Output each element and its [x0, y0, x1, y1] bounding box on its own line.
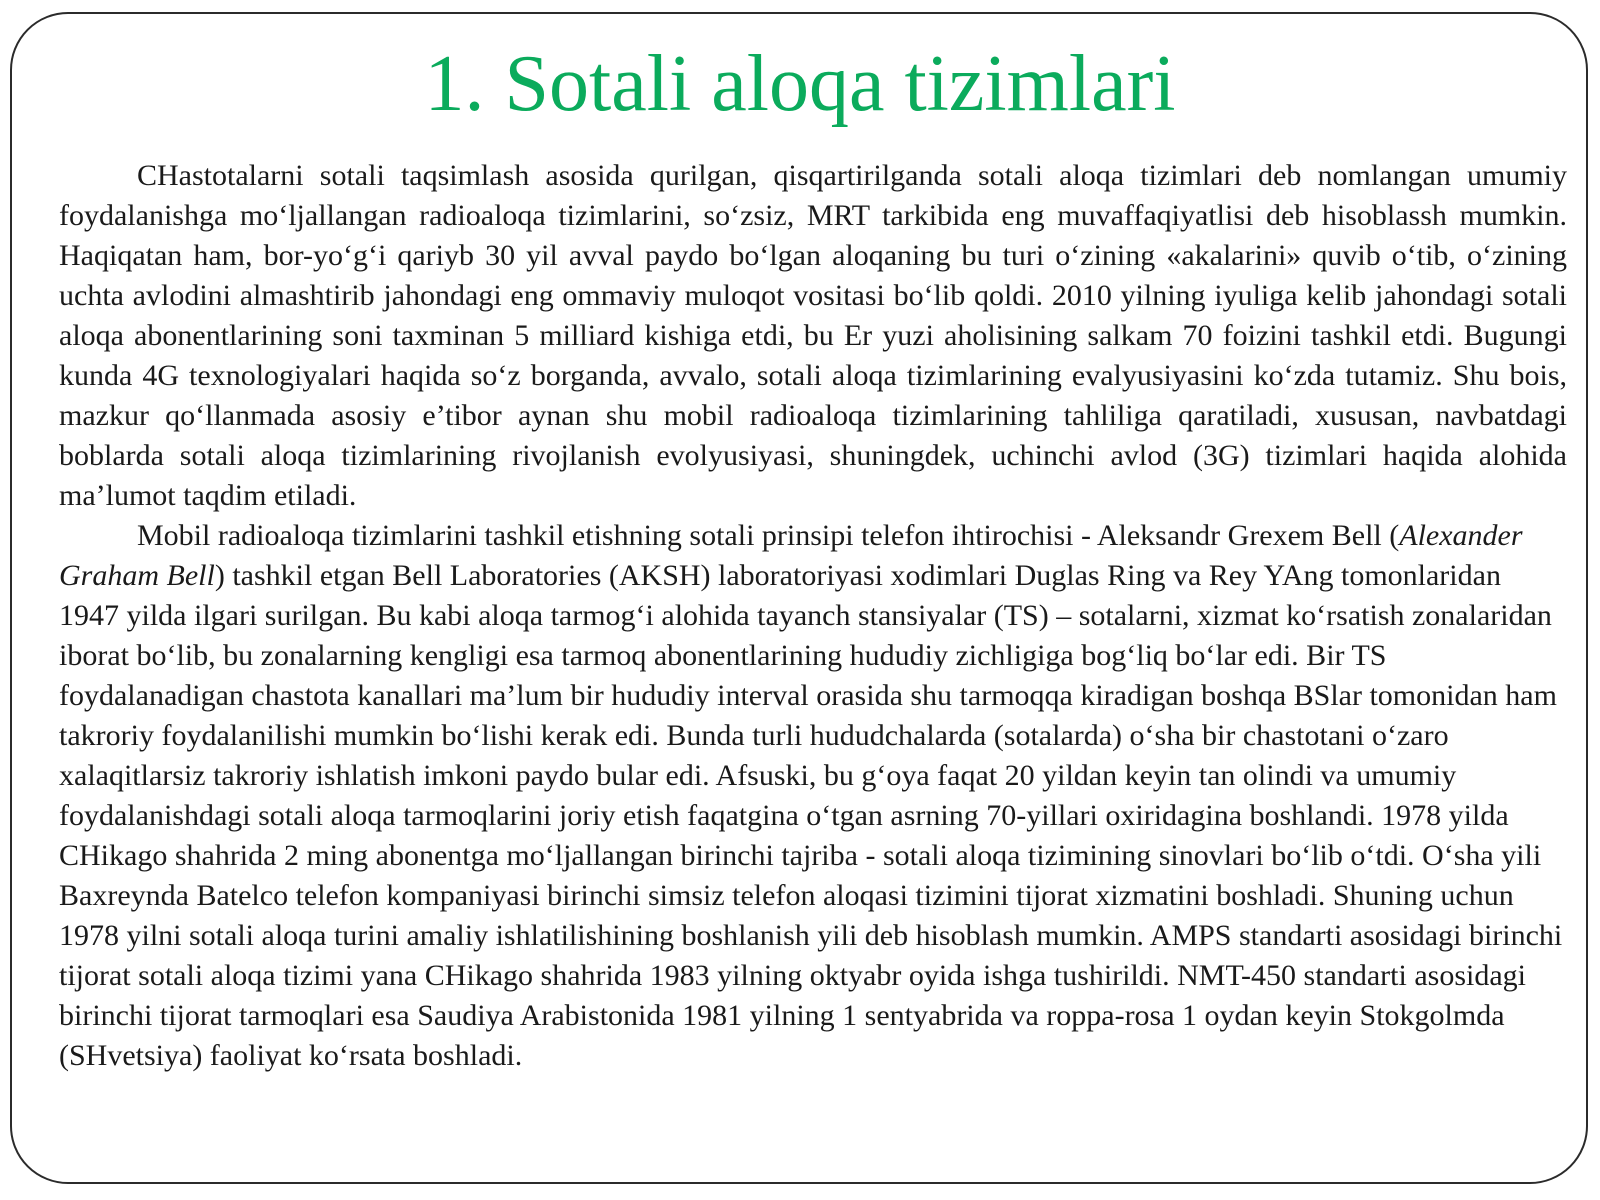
paragraph-history-name-italic: Alexander Graham Bell: [59, 519, 1523, 592]
paragraph-history: [59, 516, 1567, 1076]
paragraph-intro: CHastotalarni sotali taqsimlash asosida qurilgan, qisqartirilganda sotali aloqa tizimlari deb nomlangan umumiy foydalanishga mo‘ljallangan radioaloqa tizimlarini, so‘zsiz, MRT tarkibida eng muvaffaqiyatlisi deb hisoblassh mumkin. Haqiqatan ham, bor-yo‘g‘i qariyb 30 yil avval paydo bo‘lgan aloqaning bu turi o‘zining «akalarini» quvib o‘tib, o‘zining uchta avlodini almashtirib jahondagi eng ommaviy muloqot vositasi bo‘lib qoldi. 2010 yilning iyuliga kelib jahondagi sotali aloqa abonentlarining soni taxminan 5 milliard kishiga etdi, bu Er yuzi aholisining salkam 70 foizini tashkil etdi. Bugungi kunda 4G texnologiyalari haqida so‘z borganda, avvalo, sotali aloqa tizimlarining evalyusiyasini ko‘zda tutamiz. Shu bois, mazkur qo‘llanmada asosiy e’tibor aynan shu mobil radioaloqa tizimlarining tahliliga qaratiladi, xususan, navbatdagi boblarda sotali aloqa tizimlarining rivojlanish evolyusiyasi, shuningdek, uchinchi avlod (3G) tizimlari haqida alohida ma’lumot taqdim etiladi.: [59, 159, 1567, 512]
slide-body: [59, 156, 1567, 1076]
slide-title: 1. Sotali aloqa tizimlari: [424, 40, 1176, 128]
paragraph-history-start: Mobil radioaloqa tizimlarini tashkil etishning sotali prinsipi telefon ihtirochisi - Aleksandr Grexem Bell (: [137, 519, 1400, 552]
paragraph-history-rest: ) tashkil etgan Bell Laboratories (AKSH) laboratoriyasi xodimlari Duglas Ring va Rey YAng tomonlaridan 1947 yilda ilgari surilgan. Bu kabi aloqa tarmog‘i alohida tayanch stansiyalar (TS) – sotalarni, xizmat ko‘rsatish zonalaridan iborat bo‘lib, bu zonalarning kengligi esa tarmoq abonentlarining hududiy zichligiga bog‘liq bo‘lar edi. Bir TS foydalanadigan chastota kanallari ma’lum bir hududiy interval orasida shu tarmoqqa kiradigan boshqa BSlar tomonidan ham takroriy foydalanilishi mumkin bo‘lishi kerak edi. Bunda turli hududchalarda (sotalarda) o‘sha bir chastotani o‘zaro xalaqitlarsiz takroriy ishlatish imkoni paydo bular edi. Afsuski, bu g‘oya faqat 20 yildan keyin tan olindi va umumiy foydalanishdagi sotali aloqa tarmoqlarini joriy etish faqatgina o‘tgan asrning 70-yillari oxiridagina boshlandi. 1978 yilda CHikago shahrida 2 ming abonentga mo‘ljallangan birinchi tajriba - sotali aloqa tizimining sinovlari bo‘lib o‘tdi. O‘sha yili Baxreynda Batelco telefon kompaniyasi birinchi simsiz telefon aloqasi tizimini tijorat xizmatini boshladi. Shuning uchun 1978 yilni sotali aloqa turini amaliy ishlatilishining boshlanish yili deb hisoblash mumkin. AMPS standarti asosidagi birinchi tijorat sotali aloqa tizimi yana CHikago shahrida 1983 yilning oktyabr oyida ishga tushirildi. NMT-450 standarti asosidagi birinchi tijorat tarmoqlari esa Saudiya Arabistonida 1981 yilning 1 sentyabrida va roppa-rosa 1 oydan keyin Stokgolmda (SHvetsiya) faoliyat ko‘rsata boshladi.: [59, 559, 1563, 1072]
